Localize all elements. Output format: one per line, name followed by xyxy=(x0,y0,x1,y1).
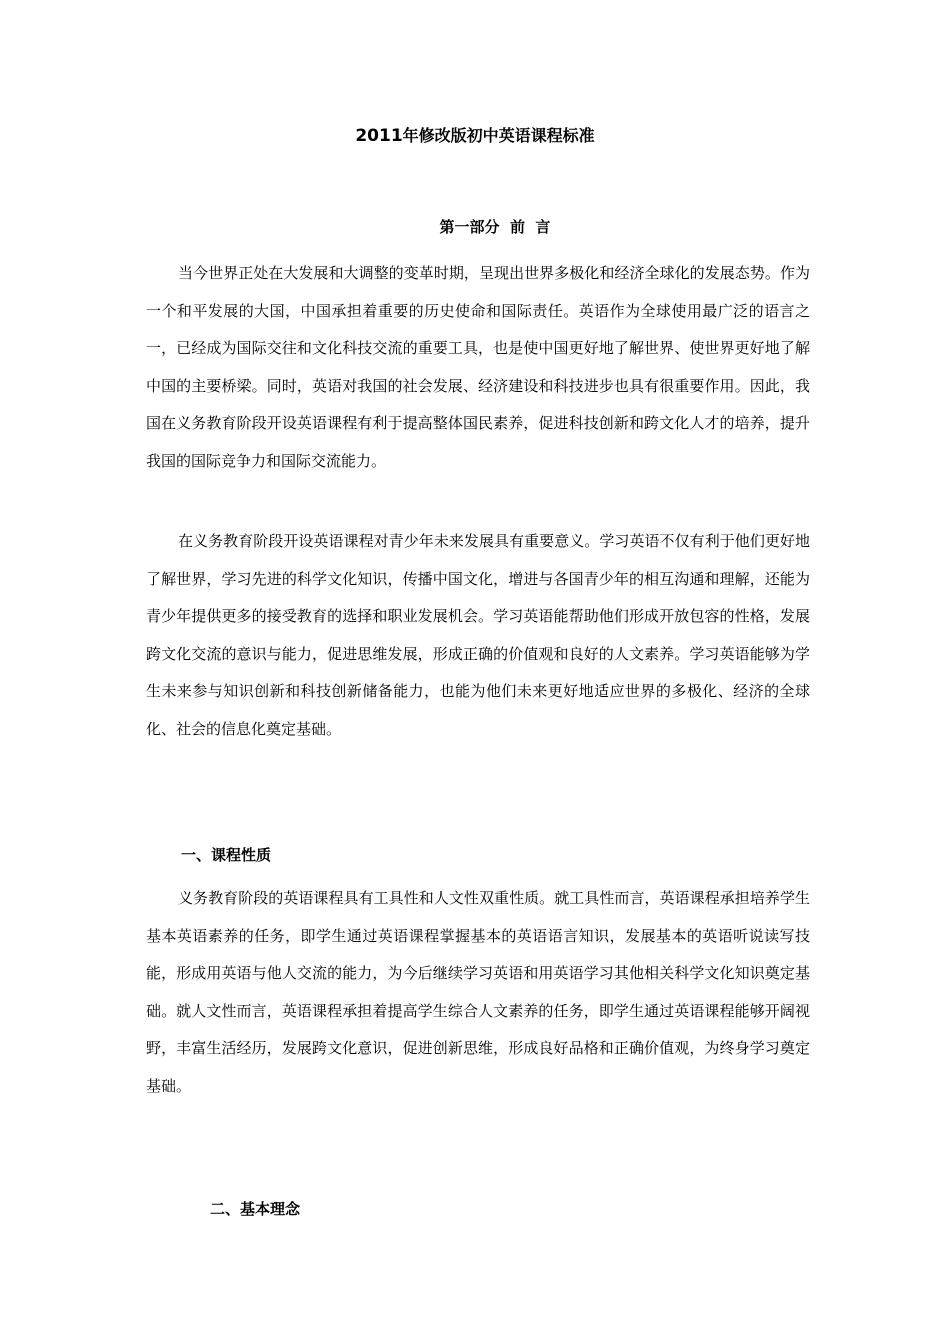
paragraph-course-nature: 义务教育阶段的英语课程具有工具性和人文性双重性质。就工具性而言，英语课程承担培养学生基本英语素养的任务，即学生通过英语课程掌握基本的英语语言知识，发展基本的英语听说读写技能，形成用英语与他人交流的能力，为今后继续学习英语和用英语学习其他相关科学文化知识奠定基础。就人文性而言，英语课程承担着提高学生综合人文素养的任务，即学生通过英语课程能够开阔视野，丰富生活经历，发展跨文化意识，促进创新思维，形成良好品格和正确价值观，为终身学习奠定基础。 xyxy=(146,889,810,1095)
title-text: 年修改版初中英语课程标准 xyxy=(402,126,595,145)
section-heading-basic-concepts: 二、基本理念 xyxy=(210,1200,301,1218)
paragraph-preface-2: 在义务教育阶段开设英语课程对青少年未来发展具有重要意义。学习英语不仅有利于他们更好地了解世界，学习先进的科学文化知识，传播中国文化，增进与各国青少年的相互沟通和理解，还能为青少年提供更多的接受教育的选择和职业发展机会。学习英语能帮助他们形成开放包容的性格，发展跨文化交流的意识与能力，促进思维发展，形成正确的价值观和良好的人文素养。学习英语能够为学生未来参与知识创新和科技创新储备能力，也能为他们未来更好地适应世界的多极化、经济的全球化、社会的信息化奠定基础。 xyxy=(146,532,810,738)
section-heading-course-nature: 一、课程性质 xyxy=(181,846,272,864)
paragraph-preface-1: 当今世界正处在大发展和大调整的变革时期，呈现出世界多极化和经济全球化的发展态势。作为一个和平发展的大国，中国承担着重要的历史使命和国际责任。英语作为全球使用最广泛的语言之一，已经成为国际交往和文化科技交流的重要工具，也是使中国更好地了解世界、使世界更好地了解中国的主要桥梁。同时，英语对我国的社会发展、经济建设和科技进步也具有很重要作用。因此，我国在义务教育阶段开设英语课程有利于提高整体国民素养，促进科技创新和跨文化人才的培养，提升我国的国际竞争力和国际交流能力。 xyxy=(146,264,810,470)
part-heading: 第一部分 前 言 xyxy=(439,218,551,236)
title-year: 2011 xyxy=(355,126,403,146)
document-title xyxy=(0,124,950,148)
